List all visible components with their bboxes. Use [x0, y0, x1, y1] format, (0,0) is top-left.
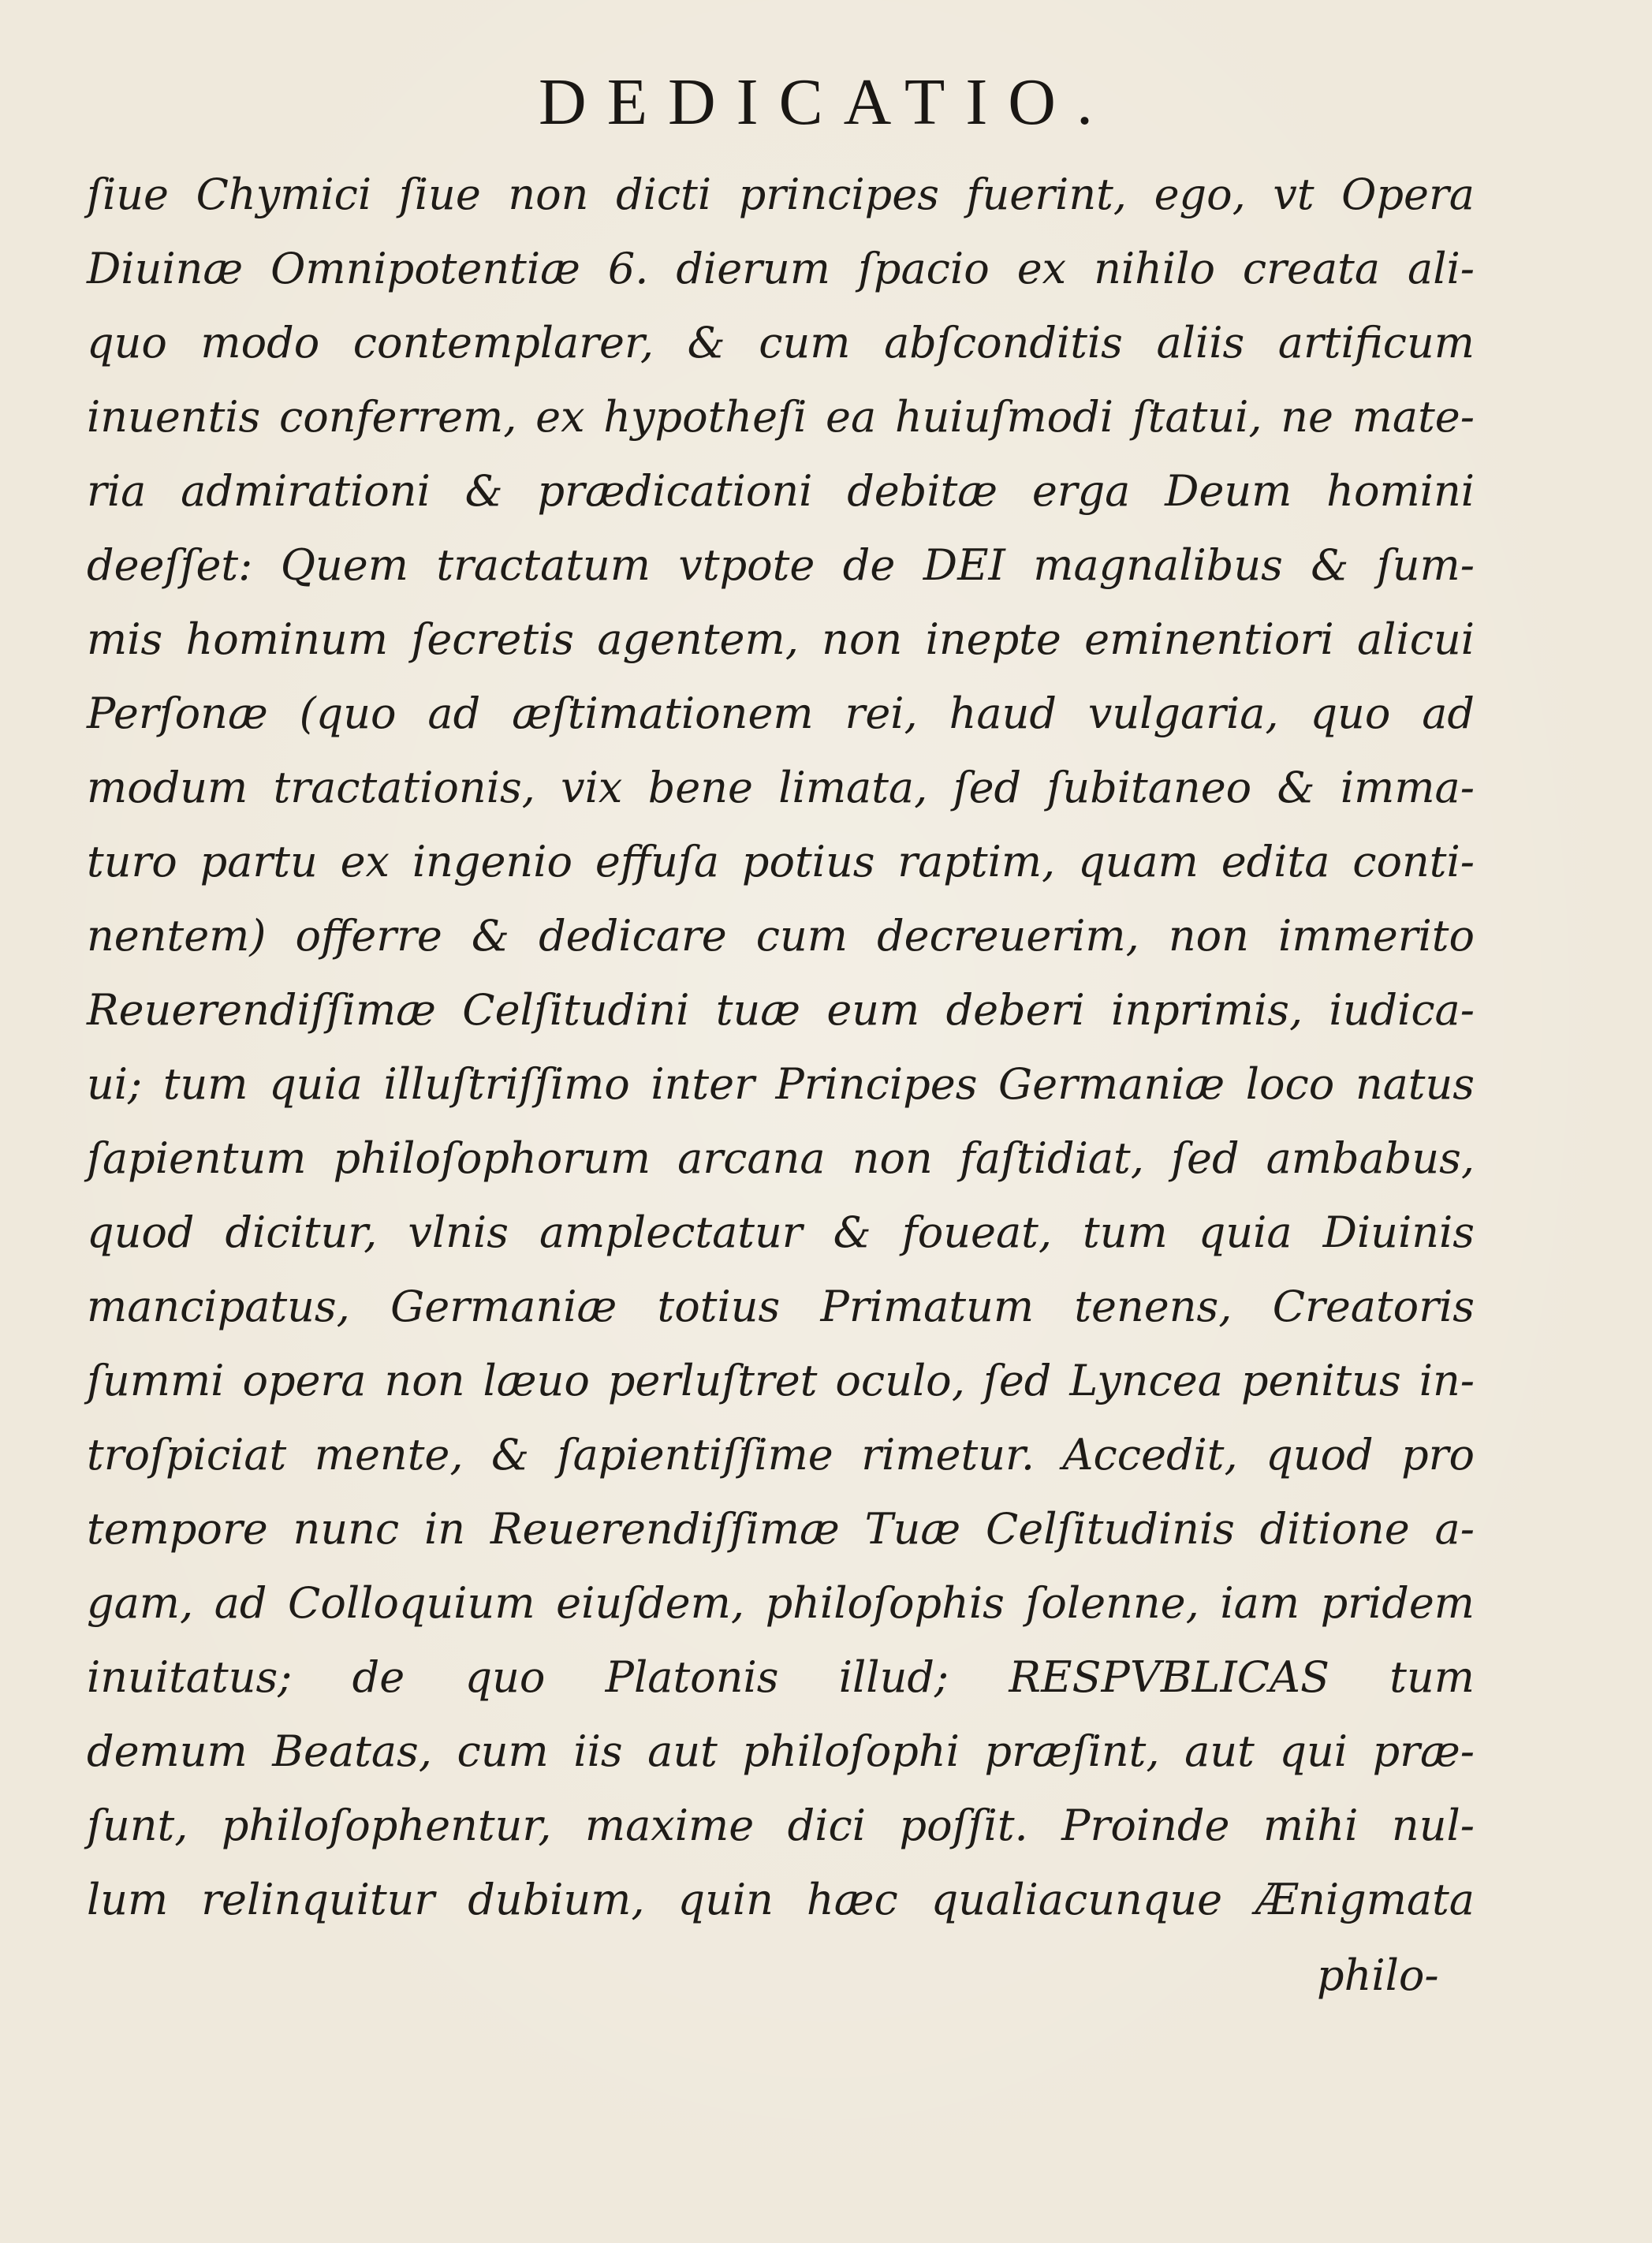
text-line: ſunt, philoſophentur, maxime dici poſſit. Proinde mihi nul-: [87, 1801, 1475, 1850]
text-line: quo modo contemplarer, & cum abſconditis aliis artificum: [87, 318, 1475, 368]
text-line: ria admirationi & prædicationi debitæ erga Deum homini: [87, 466, 1475, 516]
text-line: lum relinquitur dubium, quin hæc qualiacunque Ænigmata: [87, 1875, 1475, 1924]
catchword: philo-: [1317, 1950, 1439, 2000]
text-line: turo partu ex ingenio effuſa potius raptim, quam edita conti-: [87, 837, 1475, 886]
text-line: Diuinæ Omnipotentiæ 6. dierum ſpacio ex nihilo creata ali-: [87, 244, 1475, 293]
body-text: [87, 158, 1475, 1937]
text-line: Reuerendiſſimæ Celſitudini tuæ eum deberi inprimis, iudica-: [87, 985, 1475, 1035]
text-line: gam, ad Colloquium eiuſdem, philoſophis ſolenne, iam pridem: [87, 1578, 1475, 1628]
text-line: inuitatus; de quo Platonis illud; RESPVBLICAS tum: [87, 1652, 1475, 1702]
text-line: tempore nunc in Reuerendiſſimæ Tuæ Celſitudinis ditione a-: [87, 1504, 1475, 1554]
text-line: mis hominum ſecretis agentem, non inepte eminentiori alicui: [87, 614, 1475, 664]
text-line: Perſonæ (quo ad æſtimationem rei, haud vulgaria, quo ad: [87, 689, 1475, 738]
text-line: ſapientum philoſophorum arcana non faſtidiat, ſed ambabus,: [87, 1133, 1475, 1183]
text-line: ſummi opera non læuo perluſtret oculo, ſed Lyncea penitus in-: [87, 1356, 1475, 1405]
text-line: quod dicitur, vlnis amplectatur & foueat, tum quia Diuinis: [87, 1207, 1475, 1257]
text-line: modum tractationis, vix bene limata, ſed ſubitaneo & imma-: [87, 763, 1475, 812]
text-line: mancipatus, Germaniæ totius Primatum tenens, Creatoris: [87, 1282, 1475, 1331]
text-line: inuentis conferrem, ex hypotheſi ea huiuſmodi ſtatui, ne mate-: [87, 392, 1475, 442]
text-line: ui; tum quia illuſtriſſimo inter Principes Germaniæ loco natus: [87, 1059, 1475, 1109]
text-line: demum Beatas, cum iis aut philoſophi præſint, aut qui præ-: [87, 1726, 1475, 1776]
text-line: ſiue Chymici ſiue non dicti principes fuerint, ego, vt Opera: [87, 170, 1475, 219]
text-line: nentem) offerre & dedicare cum decreuerim, non immerito: [87, 911, 1475, 961]
text-line: deeſſet: Quem tractatum vtpote de DEI magnalibus & ſum-: [87, 540, 1475, 590]
text-line: troſpiciat mente, & ſapientiſſime rimetur. Accedit, quod pro: [87, 1430, 1475, 1480]
running-head: DEDICATIO.: [539, 65, 1113, 139]
